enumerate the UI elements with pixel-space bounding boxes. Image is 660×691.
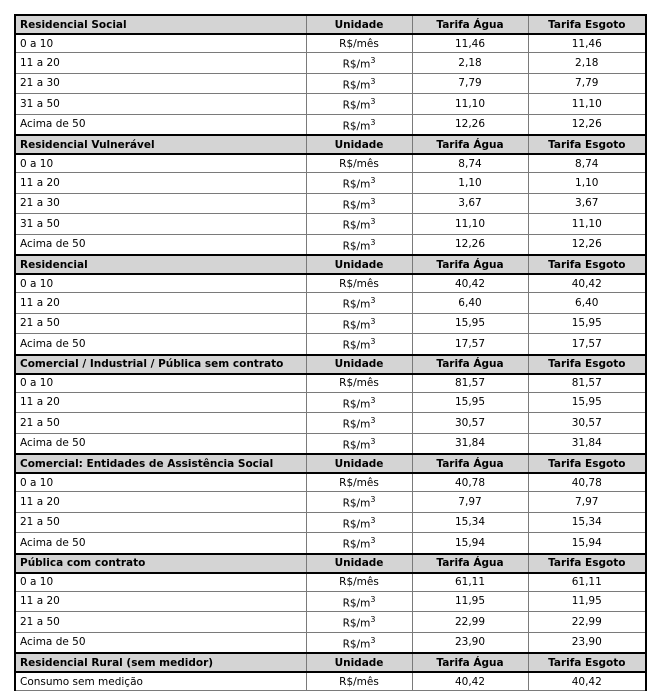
water-tariff-cell: 3,67 [412,193,528,214]
sewer-tariff-cell: 6,40 [528,293,646,314]
consumption-range-cell: 21 a 30 [15,73,306,94]
table-row [15,193,646,214]
water-tariff-cell: 22,99 [412,612,528,633]
sewer-tariff-cell: 7,79 [528,73,646,94]
water-tariff-cell: 31,84 [412,433,528,454]
consumption-range-cell: 11 a 20 [15,591,306,612]
water-tariff-cell: 61,11 [412,573,528,592]
water-tariff-cell: 40,42 [412,672,528,691]
unit-cell: R$/mês [306,473,412,492]
water-tariff-cell: 30,57 [412,413,528,434]
group-title: Residencial Vulnerável [15,135,306,154]
unit-cell: $R\$/m^3$ [306,591,412,612]
sewer-tariff-cell: 81,57 [528,374,646,393]
group-header-row [15,135,646,154]
sewer-tariff-cell: 8,74 [528,154,646,173]
sewer-tariff-cell: 15,34 [528,512,646,533]
consumption-range-cell: 21 a 50 [15,313,306,334]
water-tariff-cell: 7,79 [412,73,528,94]
unit-cell: $R\$/m^3$ [306,73,412,94]
consumption-range-cell: Acima de 50 [15,334,306,355]
column-header-tarifa-esgoto: Tarifa Esgoto [528,454,646,473]
consumption-range-cell: Consumo sem medição [15,672,306,691]
sewer-tariff-cell: 11,46 [528,34,646,53]
column-header-tarifa-esgoto: Tarifa Esgoto [528,255,646,274]
water-tariff-cell: 6,40 [412,293,528,314]
sewer-tariff-cell: 23,90 [528,632,646,653]
water-tariff-cell: 1,10 [412,173,528,194]
consumption-range-cell: Acima de 50 [15,234,306,255]
group-title: Residencial Rural (sem medidor) [15,653,306,672]
water-tariff-cell: 15,94 [412,533,528,554]
water-tariff-cell: 7,97 [412,492,528,513]
water-tariff-cell: 40,78 [412,473,528,492]
sewer-tariff-cell: 15,95 [528,313,646,334]
table-row [15,293,646,314]
group-header-row [15,255,646,274]
unit-cell: $R\$/m^3$ [306,53,412,74]
unit-cell: $R\$/m^3$ [306,632,412,653]
column-header-tarifa-agua: Tarifa Água [412,255,528,274]
unit-cell: $R\$/m^3$ [306,193,412,214]
sewer-tariff-cell: 17,57 [528,334,646,355]
unit-cell: R$/mês [306,573,412,592]
consumption-range-cell: 31 a 50 [15,94,306,115]
water-tariff-cell: 8,74 [412,154,528,173]
water-tariff-cell: 17,57 [412,334,528,355]
consumption-range-cell: 0 a 10 [15,573,306,592]
sewer-tariff-cell: 15,94 [528,533,646,554]
sewer-tariff-cell: 22,99 [528,612,646,633]
water-tariff-cell: 15,95 [412,313,528,334]
table-row [15,612,646,633]
table-row [15,173,646,194]
water-tariff-cell: 12,26 [412,114,528,135]
water-tariff-cell: 81,57 [412,374,528,393]
consumption-range-cell: Acima de 50 [15,533,306,554]
water-sewer-tariff-table [14,14,647,691]
sewer-tariff-cell: 30,57 [528,413,646,434]
tariff-table-body [15,15,646,691]
tariff-table-container [14,14,645,691]
unit-cell: R$/mês [306,672,412,691]
consumption-range-cell: 21 a 50 [15,413,306,434]
column-header-tarifa-agua: Tarifa Água [412,454,528,473]
table-row [15,392,646,413]
consumption-range-cell: 11 a 20 [15,293,306,314]
sewer-tariff-cell: 40,42 [528,274,646,293]
cubic-superscript: 3 [370,296,376,305]
unit-cell: $R\$/m^3$ [306,533,412,554]
column-header-tarifa-agua: Tarifa Água [412,135,528,154]
unit-cell: $R\$/m^3$ [306,214,412,235]
table-row [15,274,646,293]
cubic-superscript: 3 [370,196,376,206]
cubic-superscript: 3 [370,97,376,106]
unit-cell: $R\$/m^3$ [306,433,412,454]
unit-cell: $R\$/m^3$ [306,94,412,115]
unit-cell: $R\$/m^3$ [306,114,412,135]
cubic-superscript: 3 [370,76,376,86]
column-header-tarifa-esgoto: Tarifa Esgoto [528,135,646,154]
unit-cell: $R\$/m^3$ [306,492,412,513]
consumption-range-cell: Acima de 50 [15,632,306,653]
cubic-superscript: 3 [370,416,376,425]
table-row [15,34,646,53]
column-header-tarifa-agua: Tarifa Água [412,355,528,374]
sewer-tariff-cell: 31,84 [528,433,646,454]
sewer-tariff-cell: 2,18 [528,53,646,74]
cubic-superscript: 3 [370,217,376,226]
water-tariff-cell: 23,90 [412,632,528,653]
column-header-tarifa-esgoto: Tarifa Esgoto [528,653,646,672]
column-header-unidade: Unidade [306,135,412,154]
column-header-unidade: Unidade [306,255,412,274]
sewer-tariff-cell: 40,42 [528,672,646,691]
water-tariff-cell: 15,34 [412,512,528,533]
table-row [15,73,646,94]
sewer-tariff-cell: 15,95 [528,392,646,413]
sewer-tariff-cell: 11,10 [528,214,646,235]
cubic-superscript: 3 [370,615,376,624]
sewer-tariff-cell: 11,10 [528,94,646,115]
consumption-range-cell: 21 a 50 [15,612,306,633]
unit-cell: R$/mês [306,34,412,53]
group-header-row [15,554,646,573]
unit-cell: $R\$/m^3$ [306,234,412,255]
column-header-unidade: Unidade [306,554,412,573]
column-header-tarifa-esgoto: Tarifa Esgoto [528,355,646,374]
consumption-range-cell: 11 a 20 [15,53,306,74]
consumption-range-cell: 0 a 10 [15,473,306,492]
table-row [15,154,646,173]
table-row [15,334,646,355]
cubic-superscript: 3 [370,56,376,65]
water-tariff-cell: 11,46 [412,34,528,53]
cubic-superscript: 3 [370,594,376,604]
consumption-range-cell: Acima de 50 [15,433,306,454]
consumption-range-cell: 31 a 50 [15,214,306,235]
table-row [15,473,646,492]
table-row [15,573,646,592]
group-header-row [15,653,646,672]
cubic-superscript: 3 [370,436,376,446]
sewer-tariff-cell: 11,95 [528,591,646,612]
group-header-row [15,15,646,34]
column-header-tarifa-esgoto: Tarifa Esgoto [528,15,646,34]
cubic-superscript: 3 [370,117,376,127]
column-header-unidade: Unidade [306,355,412,374]
table-row [15,632,646,653]
table-row [15,234,646,255]
sewer-tariff-cell: 7,97 [528,492,646,513]
table-row [15,492,646,513]
cubic-superscript: 3 [370,337,376,346]
consumption-range-cell: 0 a 10 [15,154,306,173]
column-header-tarifa-agua: Tarifa Água [412,653,528,672]
consumption-range-cell: 21 a 30 [15,193,306,214]
group-title: Pública com contrato [15,554,306,573]
consumption-range-cell: 0 a 10 [15,274,306,293]
consumption-range-cell: 11 a 20 [15,173,306,194]
table-row [15,413,646,434]
water-tariff-cell: 40,42 [412,274,528,293]
unit-cell: $R\$/m^3$ [306,313,412,334]
group-title: Comercial: Entidades de Assistência Social [15,454,306,473]
table-row [15,433,646,454]
group-title: Comercial / Industrial / Pública sem contrato [15,355,306,374]
water-tariff-cell: 11,95 [412,591,528,612]
sewer-tariff-cell: 3,67 [528,193,646,214]
unit-cell: $R\$/m^3$ [306,612,412,633]
table-row [15,374,646,393]
consumption-range-cell: 11 a 20 [15,492,306,513]
unit-cell: $R\$/m^3$ [306,413,412,434]
table-row [15,672,646,691]
table-row [15,533,646,554]
unit-cell: $R\$/m^3$ [306,392,412,413]
water-tariff-cell: 15,95 [412,392,528,413]
water-tariff-cell: 11,10 [412,214,528,235]
table-row [15,214,646,235]
cubic-superscript: 3 [370,395,376,405]
cubic-superscript: 3 [370,515,376,525]
column-header-tarifa-agua: Tarifa Água [412,15,528,34]
cubic-superscript: 3 [370,495,376,504]
consumption-range-cell: 0 a 10 [15,34,306,53]
unit-cell: $R\$/m^3$ [306,334,412,355]
water-tariff-cell: 11,10 [412,94,528,115]
column-header-tarifa-agua: Tarifa Água [412,554,528,573]
sewer-tariff-cell: 12,26 [528,114,646,135]
group-title: Residencial Social [15,15,306,34]
sewer-tariff-cell: 12,26 [528,234,646,255]
sewer-tariff-cell: 61,11 [528,573,646,592]
unit-cell: $R\$/m^3$ [306,293,412,314]
unit-cell: R$/mês [306,154,412,173]
group-header-row [15,454,646,473]
column-header-unidade: Unidade [306,653,412,672]
table-row [15,313,646,334]
column-header-unidade: Unidade [306,454,412,473]
group-title: Residencial [15,255,306,274]
cubic-superscript: 3 [370,536,376,545]
water-tariff-cell: 12,26 [412,234,528,255]
column-header-unidade: Unidade [306,15,412,34]
sewer-tariff-cell: 1,10 [528,173,646,194]
table-row [15,114,646,135]
consumption-range-cell: Acima de 50 [15,114,306,135]
consumption-range-cell: 21 a 50 [15,512,306,533]
sewer-tariff-cell: 40,78 [528,473,646,492]
table-row [15,94,646,115]
unit-cell: $R\$/m^3$ [306,173,412,194]
table-row [15,53,646,74]
cubic-superscript: 3 [370,316,376,326]
column-header-tarifa-esgoto: Tarifa Esgoto [528,554,646,573]
cubic-superscript: 3 [370,635,376,645]
table-row [15,512,646,533]
water-tariff-cell: 2,18 [412,53,528,74]
group-header-row [15,355,646,374]
consumption-range-cell: 0 a 10 [15,374,306,393]
unit-cell: $R\$/m^3$ [306,512,412,533]
cubic-superscript: 3 [370,176,376,185]
table-row [15,591,646,612]
unit-cell: R$/mês [306,374,412,393]
unit-cell: R$/mês [306,274,412,293]
consumption-range-cell: 11 a 20 [15,392,306,413]
cubic-superscript: 3 [370,237,376,247]
